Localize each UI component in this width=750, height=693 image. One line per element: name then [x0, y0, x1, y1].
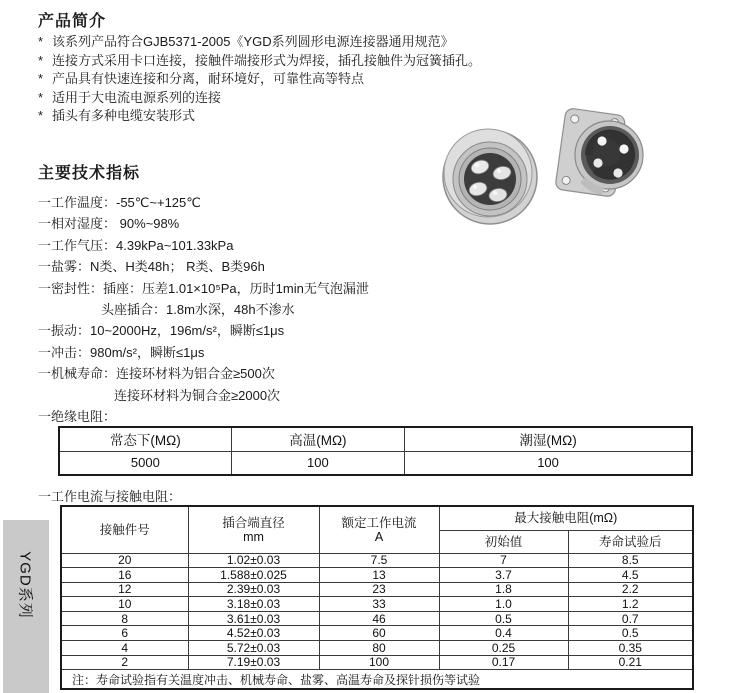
cell: 12 [61, 582, 188, 597]
spec-line: 一工作温度：-55℃~+125℃ [38, 195, 201, 210]
series-tab-label: YGD系列 [16, 551, 34, 619]
bullet-text: 该系列产品符合GJB5371-2005《YGD系列圆形电源连接器通用规范》 [52, 34, 454, 49]
cell: 2 [61, 655, 188, 670]
header-cell-max-resistance-group: 最大接触电阻(mΩ) [439, 506, 693, 530]
cell: 7 [439, 553, 568, 568]
value-cell: 100 [405, 451, 692, 475]
spec-line-continuation: 连接环材料为铜合金≥2000次 [114, 387, 281, 403]
subheader-cell-initial: 初始值 [439, 530, 568, 553]
spec-line: 一冲击：980m/s²，瞬断≤1μs [38, 344, 205, 360]
table-row [61, 611, 693, 626]
flange-receptacle-photo [546, 105, 661, 220]
cell: 7.19±0.03 [188, 655, 319, 670]
circular-plug-photo [428, 115, 553, 240]
table-value-row [59, 451, 692, 475]
table-header-row [61, 506, 693, 530]
bullet-text: 插头有多种电缆安装形式 [52, 108, 196, 123]
cell: 5.72±0.03 [188, 641, 319, 656]
product-intro-bullets [38, 33, 481, 126]
spec-line: 一相对湿度： 90%~98% [38, 216, 180, 232]
tech-specs-list [38, 192, 369, 427]
cell: 8.5 [568, 553, 693, 568]
bullet-marker: * [38, 108, 44, 123]
cell: 60 [319, 626, 439, 641]
header-cell-contact-no: 接触件号 [61, 506, 188, 553]
cell: 0.7 [568, 611, 693, 626]
insulation-resistance-table [58, 426, 693, 476]
cell: 3.61±0.03 [188, 611, 319, 626]
value-cell: 100 [231, 451, 404, 475]
table-header-row [59, 427, 692, 451]
cell: 1.8 [439, 582, 568, 597]
cell: 4 [61, 641, 188, 656]
table-note-row [61, 670, 693, 689]
working-current-contact-resistance-table [60, 505, 694, 690]
bullet-item [38, 70, 481, 89]
bullet-marker: * [38, 34, 44, 49]
header-cell: 潮湿(MΩ) [405, 427, 692, 451]
cell: 23 [319, 582, 439, 597]
table-row [61, 626, 693, 641]
header-cell: 高温(MΩ) [231, 427, 404, 451]
cell: 3.7 [439, 568, 568, 583]
bullet-item [38, 107, 481, 126]
cell: 100 [319, 655, 439, 670]
spec-line: 一振动：10~2000Hz，196m/s²，瞬断≤1μs [38, 323, 285, 339]
header-cell-diameter [188, 506, 319, 553]
cell: 2.2 [568, 582, 693, 597]
table-row [61, 655, 693, 670]
header-unit: A [374, 529, 384, 544]
header-cell-rated-current [319, 506, 439, 553]
note-cell: 注：寿命试验指有关温度冲击、机械寿命、盐雾、高温寿命及探针损伤等试验 [61, 670, 693, 689]
cell: 0.17 [439, 655, 568, 670]
bullet-item [38, 33, 481, 52]
bullet-text: 连接方式采用卡口连接，接触件端接形式为焊接，插孔接触件为冠簧插孔。 [52, 52, 482, 68]
cell: 80 [319, 641, 439, 656]
cell: 0.25 [439, 641, 568, 656]
cell: 0.5 [439, 611, 568, 626]
cell: 4.5 [568, 568, 693, 583]
cell: 1.588±0.025 [188, 568, 319, 583]
bullet-marker: * [38, 89, 44, 105]
cell: 0.5 [568, 626, 693, 641]
table-row [61, 641, 693, 656]
cell: 16 [61, 568, 188, 583]
cell: 1.02±0.03 [188, 553, 319, 568]
cell: 7.5 [319, 553, 439, 568]
bullet-marker: * [38, 71, 44, 86]
spec-line: 一机械寿命：连接环材料为铝合金≥500次 [38, 366, 275, 382]
bullet-text: 适用于大电流电源系列的连接 [52, 89, 222, 105]
cell: 33 [319, 597, 439, 612]
header-unit: mm [243, 529, 264, 544]
current-resistance-label: 一工作电流与接触电阻： [38, 489, 182, 504]
table-row [61, 582, 693, 597]
header-cell: 常态下(MΩ) [59, 427, 231, 451]
cell: 13 [319, 568, 439, 583]
value-cell: 5000 [59, 451, 231, 475]
table-row [61, 597, 693, 612]
spec-line: 一盐雾：N类、H类48h； R类、B类96h [38, 259, 265, 275]
table-row [61, 568, 693, 583]
subheader-cell-after-life: 寿命试验后 [568, 530, 693, 553]
connector-photos [418, 105, 678, 250]
spec-line: 一密封性：插座：压差1.01×10⁵Pa，历时1min无气泡漏泄 [38, 280, 369, 296]
cell: 10 [61, 597, 188, 612]
cell: 1.2 [568, 597, 693, 612]
bullet-item [38, 89, 481, 108]
bullet-text: 产品具有快速连接和分离，耐环境好，可靠性高等特点 [52, 71, 365, 86]
spec-line: 一绝缘电阻： [38, 409, 117, 425]
cell: 0.4 [439, 626, 568, 641]
cell: 46 [319, 611, 439, 626]
cell: 20 [61, 553, 188, 568]
spec-line: 一工作气压：4.39kPa~101.33kPa [38, 237, 234, 253]
cell: 2.39±0.03 [188, 582, 319, 597]
table-row [61, 553, 693, 568]
cell: 0.21 [568, 655, 693, 670]
cell: 0.35 [568, 641, 693, 656]
product-intro-title: 产品简介 [38, 13, 107, 30]
header-line: 插合端直径 [222, 515, 285, 530]
cell: 6 [61, 626, 188, 641]
header-line: 额定工作电流 [341, 515, 417, 530]
tech-specs-title: 主要技术指标 [38, 165, 141, 182]
series-sidebar-tab [3, 520, 49, 693]
bullet-marker: * [38, 52, 44, 68]
cell: 3.18±0.03 [188, 597, 319, 612]
cell: 8 [61, 611, 188, 626]
bullet-item [38, 52, 481, 71]
cell: 4.52±0.03 [188, 626, 319, 641]
cell: 1.0 [439, 597, 568, 612]
spec-line-continuation: 头座插合：1.8m水深，48h不渗水 [101, 302, 295, 318]
